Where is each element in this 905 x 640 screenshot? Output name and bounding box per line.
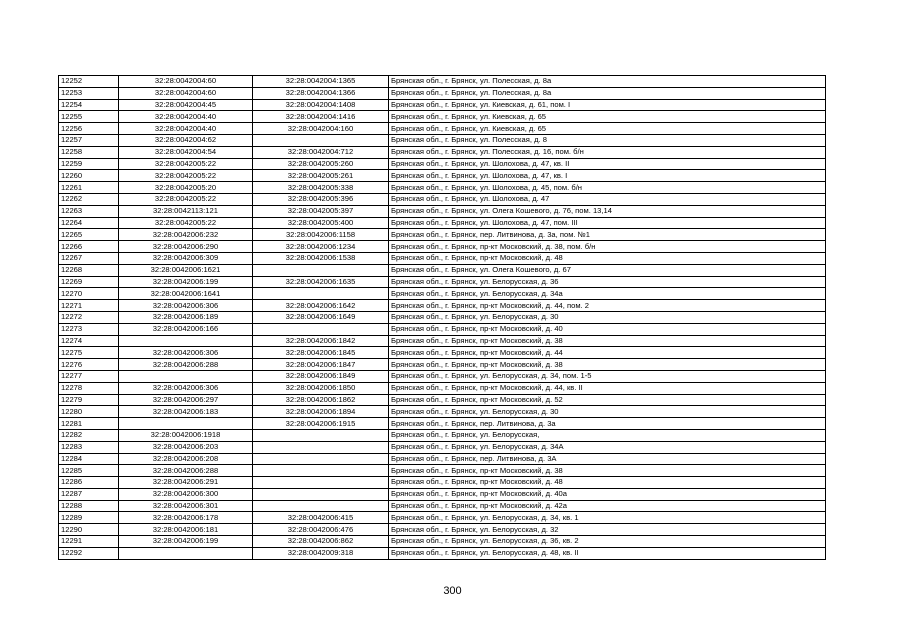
land-cadastral-number-cell: 32:28:0042005:20	[119, 182, 253, 194]
land-cadastral-number-cell: 32:28:0042005:22	[119, 217, 253, 229]
land-cadastral-number-cell	[119, 418, 253, 430]
land-cadastral-number-cell: 32:28:0042006:181	[119, 524, 253, 536]
address-cell: Брянская обл., г. Брянск, ул. Полесская, д. 8	[389, 134, 826, 146]
object-cadastral-number-cell: 32:28:0042006:476	[253, 524, 389, 536]
table-row	[59, 264, 826, 276]
table-row	[59, 323, 826, 335]
address-cell: Брянская обл., г. Брянск, пр-кт Московский, д. 44	[389, 347, 826, 359]
row-number-cell: 12264	[59, 217, 119, 229]
land-cadastral-number-cell: 32:28:0042006:1641	[119, 288, 253, 300]
address-cell: Брянская обл., г. Брянск, пер. Литвинова, д. 3а	[389, 418, 826, 430]
table-row	[59, 241, 826, 253]
object-cadastral-number-cell: 32:28:0042006:1158	[253, 229, 389, 241]
object-cadastral-number-cell: 32:28:0042009:318	[253, 547, 389, 559]
row-number-cell: 12289	[59, 512, 119, 524]
row-number-cell: 12286	[59, 477, 119, 489]
table-row	[59, 123, 826, 135]
table-row	[59, 465, 826, 477]
row-number-cell: 12278	[59, 382, 119, 394]
land-cadastral-number-cell: 32:28:0042004:40	[119, 123, 253, 135]
row-number-cell: 12283	[59, 441, 119, 453]
table-row	[59, 536, 826, 548]
land-cadastral-number-cell: 32:28:0042004:40	[119, 111, 253, 123]
address-cell: Брянская обл., г. Брянск, пр-кт Московский, д. 38	[389, 465, 826, 477]
table-row	[59, 359, 826, 371]
land-cadastral-number-cell: 32:28:0042006:178	[119, 512, 253, 524]
address-cell: Брянская обл., г. Брянск, пр-кт Московский, д. 38, пом. б/н	[389, 241, 826, 253]
address-cell: Брянская обл., г. Брянск, ул. Белорусская, д. 30	[389, 311, 826, 323]
row-number-cell: 12268	[59, 264, 119, 276]
address-cell: Брянская обл., г. Брянск, ул. Киевская, д. 61, пом. I	[389, 99, 826, 111]
table-row	[59, 111, 826, 123]
land-cadastral-number-cell	[119, 335, 253, 347]
land-cadastral-number-cell: 32:28:0042006:203	[119, 441, 253, 453]
address-cell: Брянская обл., г. Брянск, ул. Полесская, д. 16, пом. б/н	[389, 146, 826, 158]
row-number-cell: 12288	[59, 500, 119, 512]
land-cadastral-number-cell	[119, 370, 253, 382]
row-number-cell: 12253	[59, 87, 119, 99]
object-cadastral-number-cell	[253, 134, 389, 146]
object-cadastral-number-cell: 32:28:0042006:1649	[253, 311, 389, 323]
land-cadastral-number-cell: 32:28:0042006:306	[119, 300, 253, 312]
object-cadastral-number-cell	[253, 488, 389, 500]
land-cadastral-number-cell: 32:28:0042004:62	[119, 134, 253, 146]
address-cell: Брянская обл., г. Брянск, ул. Белорусская, д. 34а	[389, 288, 826, 300]
object-cadastral-number-cell: 32:28:0042006:415	[253, 512, 389, 524]
land-cadastral-number-cell: 32:28:0042006:199	[119, 276, 253, 288]
table-row	[59, 99, 826, 111]
object-cadastral-number-cell: 32:28:0042006:1538	[253, 252, 389, 264]
object-cadastral-number-cell: 32:28:0042004:160	[253, 123, 389, 135]
table-row	[59, 406, 826, 418]
address-cell: Брянская обл., г. Брянск, пр-кт Московский, д. 48	[389, 252, 826, 264]
row-number-cell: 12274	[59, 335, 119, 347]
land-cadastral-number-cell: 32:28:0042004:45	[119, 99, 253, 111]
address-cell: Брянская обл., г. Брянск, ул. Шолохова, д. 47, кв. I	[389, 170, 826, 182]
land-cadastral-number-cell: 32:28:0042006:232	[119, 229, 253, 241]
land-cadastral-number-cell	[119, 547, 253, 559]
row-number-cell: 12276	[59, 359, 119, 371]
object-cadastral-number-cell: 32:28:0042005:400	[253, 217, 389, 229]
table-row	[59, 512, 826, 524]
land-cadastral-number-cell: 32:28:0042006:297	[119, 394, 253, 406]
address-cell: Брянская обл., г. Брянск, ул. Шолохова, д. 45, пом. б/н	[389, 182, 826, 194]
table-row	[59, 229, 826, 241]
land-cadastral-number-cell: 32:28:0042005:22	[119, 170, 253, 182]
table-row	[59, 488, 826, 500]
table-row	[59, 547, 826, 559]
address-cell: Брянская обл., г. Брянск, пер. Литвинова, д. 3А	[389, 453, 826, 465]
table-row	[59, 347, 826, 359]
object-cadastral-number-cell	[253, 441, 389, 453]
table-row	[59, 500, 826, 512]
row-number-cell: 12260	[59, 170, 119, 182]
land-cadastral-number-cell: 32:28:0042006:288	[119, 465, 253, 477]
row-number-cell: 12270	[59, 288, 119, 300]
land-cadastral-number-cell: 32:28:0042006:306	[119, 382, 253, 394]
object-cadastral-number-cell: 32:28:0042006:1894	[253, 406, 389, 418]
table-row	[59, 394, 826, 406]
object-cadastral-number-cell: 32:28:0042006:1847	[253, 359, 389, 371]
land-cadastral-number-cell: 32:28:0042006:309	[119, 252, 253, 264]
table-row	[59, 87, 826, 99]
table-row	[59, 288, 826, 300]
land-cadastral-number-cell: 32:28:0042006:166	[119, 323, 253, 335]
land-cadastral-number-cell: 32:28:0042004:54	[119, 146, 253, 158]
land-cadastral-number-cell: 32:28:0042006:199	[119, 536, 253, 548]
object-cadastral-number-cell	[253, 288, 389, 300]
land-cadastral-number-cell: 32:28:0042006:208	[119, 453, 253, 465]
object-cadastral-number-cell: 32:28:0042006:1862	[253, 394, 389, 406]
row-number-cell: 12256	[59, 123, 119, 135]
table-row	[59, 418, 826, 430]
land-cadastral-number-cell: 32:28:0042006:189	[119, 311, 253, 323]
object-cadastral-number-cell: 32:28:0042005:260	[253, 158, 389, 170]
row-number-cell: 12271	[59, 300, 119, 312]
land-cadastral-number-cell: 32:28:0042006:1918	[119, 429, 253, 441]
table-row	[59, 76, 826, 88]
address-cell: Брянская обл., г. Брянск, ул. Белорусская, д. 34А	[389, 441, 826, 453]
table-row	[59, 477, 826, 489]
table-row	[59, 182, 826, 194]
table-row	[59, 382, 826, 394]
land-cadastral-number-cell: 32:28:0042006:300	[119, 488, 253, 500]
row-number-cell: 12261	[59, 182, 119, 194]
address-cell: Брянская обл., г. Брянск, ул. Шолохова, д. 47	[389, 193, 826, 205]
object-cadastral-number-cell: 32:28:0042004:712	[253, 146, 389, 158]
row-number-cell: 12267	[59, 252, 119, 264]
row-number-cell: 12285	[59, 465, 119, 477]
object-cadastral-number-cell: 32:28:0042005:338	[253, 182, 389, 194]
object-cadastral-number-cell: 32:28:0042006:1845	[253, 347, 389, 359]
table-row	[59, 453, 826, 465]
object-cadastral-number-cell: 32:28:0042006:1915	[253, 418, 389, 430]
row-number-cell: 12255	[59, 111, 119, 123]
object-cadastral-number-cell: 32:28:0042006:1234	[253, 241, 389, 253]
row-number-cell: 12275	[59, 347, 119, 359]
row-number-cell: 12262	[59, 193, 119, 205]
address-cell: Брянская обл., г. Брянск, ул. Белорусская,	[389, 429, 826, 441]
land-cadastral-number-cell: 32:28:0042006:290	[119, 241, 253, 253]
object-cadastral-number-cell	[253, 323, 389, 335]
object-cadastral-number-cell: 32:28:0042005:261	[253, 170, 389, 182]
address-cell: Брянская обл., г. Брянск, пр-кт Московский, д. 44, кв. II	[389, 382, 826, 394]
address-cell: Брянская обл., г. Брянск, ул. Олега Кошевого, д. 67	[389, 264, 826, 276]
address-cell: Брянская обл., г. Брянск, пр-кт Московский, д. 38	[389, 335, 826, 347]
table-row	[59, 276, 826, 288]
row-number-cell: 12273	[59, 323, 119, 335]
row-number-cell: 12272	[59, 311, 119, 323]
object-cadastral-number-cell	[253, 465, 389, 477]
object-cadastral-number-cell: 32:28:0042005:396	[253, 193, 389, 205]
address-cell: Брянская обл., г. Брянск, ул. Белорусская, д. 36, кв. 2	[389, 536, 826, 548]
row-number-cell: 12259	[59, 158, 119, 170]
object-cadastral-number-cell	[253, 429, 389, 441]
land-cadastral-number-cell: 32:28:0042006:301	[119, 500, 253, 512]
row-number-cell: 12252	[59, 76, 119, 88]
object-cadastral-number-cell: 32:28:0042006:1849	[253, 370, 389, 382]
object-cadastral-number-cell: 32:28:0042006:1850	[253, 382, 389, 394]
table-body	[59, 76, 826, 560]
row-number-cell: 12257	[59, 134, 119, 146]
table-row	[59, 370, 826, 382]
address-cell: Брянская обл., г. Брянск, пр-кт Московский, д. 40а	[389, 488, 826, 500]
object-cadastral-number-cell	[253, 264, 389, 276]
object-cadastral-number-cell: 32:28:0042006:1635	[253, 276, 389, 288]
row-number-cell: 12292	[59, 547, 119, 559]
address-cell: Брянская обл., г. Брянск, пр-кт Московский, д. 40	[389, 323, 826, 335]
row-number-cell: 12291	[59, 536, 119, 548]
object-cadastral-number-cell: 32:28:0042006:1642	[253, 300, 389, 312]
row-number-cell: 12280	[59, 406, 119, 418]
address-cell: Брянская обл., г. Брянск, ул. Киевская, д. 65	[389, 111, 826, 123]
row-number-cell: 12269	[59, 276, 119, 288]
land-cadastral-number-cell: 32:28:0042005:22	[119, 193, 253, 205]
land-cadastral-number-cell: 32:28:0042006:288	[119, 359, 253, 371]
row-number-cell: 12282	[59, 429, 119, 441]
land-cadastral-number-cell: 32:28:0042006:183	[119, 406, 253, 418]
object-cadastral-number-cell: 32:28:0042004:1416	[253, 111, 389, 123]
land-cadastral-number-cell: 32:28:0042006:1621	[119, 264, 253, 276]
row-number-cell: 12266	[59, 241, 119, 253]
address-cell: Брянская обл., г. Брянск, ул. Белорусская, д. 30	[389, 406, 826, 418]
table-row	[59, 146, 826, 158]
address-cell: Брянская обл., г. Брянск, ул. Белорусская, д. 34, пом. 1-5	[389, 370, 826, 382]
address-cell: Брянская обл., г. Брянск, ул. Шолохова, д. 47, пом. III	[389, 217, 826, 229]
table-row	[59, 158, 826, 170]
table-row	[59, 441, 826, 453]
address-cell: Брянская обл., г. Брянск, ул. Белорусская, д. 48, кв. II	[389, 547, 826, 559]
table-row	[59, 193, 826, 205]
object-cadastral-number-cell: 32:28:0042004:1366	[253, 87, 389, 99]
row-number-cell: 12290	[59, 524, 119, 536]
object-cadastral-number-cell: 32:28:0042004:1408	[253, 99, 389, 111]
row-number-cell: 12287	[59, 488, 119, 500]
object-cadastral-number-cell	[253, 453, 389, 465]
table-row	[59, 300, 826, 312]
row-number-cell: 12258	[59, 146, 119, 158]
address-cell: Брянская обл., г. Брянск, пер. Литвинова, д. 3а, пом. №1	[389, 229, 826, 241]
address-cell: Брянская обл., г. Брянск, ул. Шолохова, д. 47, кв. II	[389, 158, 826, 170]
table-row	[59, 170, 826, 182]
row-number-cell: 12284	[59, 453, 119, 465]
property-table	[58, 75, 826, 560]
address-cell: Брянская обл., г. Брянск, ул. Белорусская, д. 34, кв. 1	[389, 512, 826, 524]
table-row	[59, 311, 826, 323]
table-row	[59, 429, 826, 441]
address-cell: Брянская обл., г. Брянск, ул. Белорусская, д. 36	[389, 276, 826, 288]
land-cadastral-number-cell: 32:28:0042006:291	[119, 477, 253, 489]
object-cadastral-number-cell	[253, 500, 389, 512]
table-row	[59, 134, 826, 146]
object-cadastral-number-cell: 32:28:0042005:397	[253, 205, 389, 217]
object-cadastral-number-cell: 32:28:0042004:1365	[253, 76, 389, 88]
row-number-cell: 12254	[59, 99, 119, 111]
address-cell: Брянская обл., г. Брянск, ул. Белорусская, д. 32	[389, 524, 826, 536]
row-number-cell: 12279	[59, 394, 119, 406]
address-cell: Брянская обл., г. Брянск, пр-кт Московский, д. 42а	[389, 500, 826, 512]
address-cell: Брянская обл., г. Брянск, ул. Олега Кошевого, д. 76, пом. 13,14	[389, 205, 826, 217]
object-cadastral-number-cell: 32:28:0042006:862	[253, 536, 389, 548]
table-row	[59, 252, 826, 264]
table-row	[59, 524, 826, 536]
land-cadastral-number-cell: 32:28:0042004:60	[119, 76, 253, 88]
address-cell: Брянская обл., г. Брянск, ул. Полесская, д. 8а	[389, 87, 826, 99]
table-row	[59, 335, 826, 347]
object-cadastral-number-cell: 32:28:0042006:1842	[253, 335, 389, 347]
address-cell: Брянская обл., г. Брянск, пр-кт Московский, д. 52	[389, 394, 826, 406]
row-number-cell: 12265	[59, 229, 119, 241]
object-cadastral-number-cell	[253, 477, 389, 489]
land-cadastral-number-cell: 32:28:0042006:306	[119, 347, 253, 359]
row-number-cell: 12263	[59, 205, 119, 217]
page-number: 300	[443, 585, 462, 597]
address-cell: Брянская обл., г. Брянск, пр-кт Московский, д. 38	[389, 359, 826, 371]
land-cadastral-number-cell: 32:28:0042004:60	[119, 87, 253, 99]
land-cadastral-number-cell: 32:28:0042113:121	[119, 205, 253, 217]
address-cell: Брянская обл., г. Брянск, пр-кт Московский, д. 48	[389, 477, 826, 489]
row-number-cell: 12281	[59, 418, 119, 430]
row-number-cell: 12277	[59, 370, 119, 382]
table-row	[59, 205, 826, 217]
address-cell: Брянская обл., г. Брянск, пр-кт Московский, д. 44, пом. 2	[389, 300, 826, 312]
table-row	[59, 217, 826, 229]
land-cadastral-number-cell: 32:28:0042005:22	[119, 158, 253, 170]
address-cell: Брянская обл., г. Брянск, ул. Киевская, д. 65	[389, 123, 826, 135]
address-cell: Брянская обл., г. Брянск, ул. Полесская, д. 8а	[389, 76, 826, 88]
